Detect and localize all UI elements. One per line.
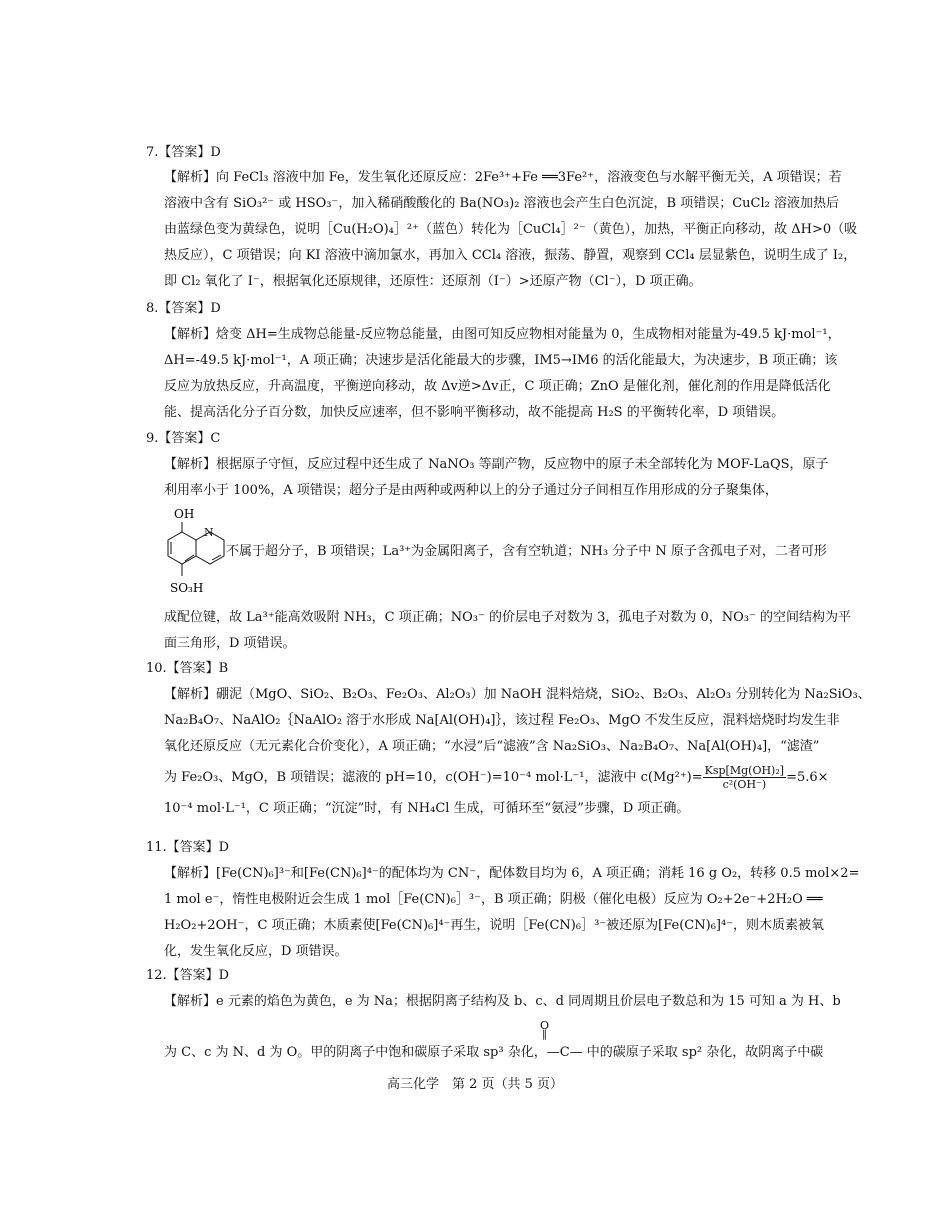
frac-numerator: Ksp[Mg(OH)₂] <box>704 764 785 777</box>
q7-line: 即 Cl₂ 氧化了 I⁻，根据氧化还原规律，还原性：还原剂（I⁻）>还原产物（Cl⁻），D 项正确。 <box>164 274 702 289</box>
quinoline-structure <box>160 506 230 596</box>
carbonyl-o: O <box>540 1019 550 1032</box>
q10-text: =5.6× <box>786 770 829 785</box>
q8-answer: 8.【答案】D <box>146 301 221 316</box>
q12-line: 【解析】e 元素的焰色为黄色，e 为 Na；根据阴离子结构及 b、c、d 同周期且价层电子数总和为 15 可知 a 为 H、b <box>164 994 841 1009</box>
q11-line: 【解析】[Fe(CN)₆]³⁻和[Fe(CN)₆]⁴⁻的配体均为 CN⁻，配体数目均为 6，A 项正确；消耗 16 g O₂，转移 0.5 mol×2= <box>164 866 860 881</box>
so3h-label: SO₃H <box>170 581 204 595</box>
ksp-fraction <box>703 764 786 791</box>
q10-line: Na₂B₄O₇、NaAlO₂｛NaAlO₂ 溶于水形成 Na[Al(OH)₄]｝，该过程 Fe₂O₃、MgO 不发生反应，混料焙烧时均发生非 <box>164 713 840 728</box>
q8-line: ΔH=-49.5 kJ·mol⁻¹，A 项正确；决速步是活化能最大的步骤，IM5→IM6 的活化能最大，为决速步，B 项正确；该 <box>164 353 838 368</box>
q11-answer: 11.【答案】D <box>146 840 230 855</box>
q7-line: 热反应），C 项错误；向 KI 溶液中滴加氯水，再加入 CCl₄ 溶液，振荡、静置，观察到 CCl₄ 层显紫色，说明生成了 I₂， <box>164 248 857 263</box>
q7-line: 溶液中含有 SiO₃²⁻ 或 HSO₃⁻，加入稀硝酸酸化的 Ba(NO₃)₂ 溶液也会产生白色沉淀，B 项错误；CuCl₂ 溶液加热后 <box>164 196 839 211</box>
q7-analysis <box>164 165 858 295</box>
q8-line: 能、提高活化分子百分数，加快反应速率，但不影响平衡移动，故不能提高 H₂S 的平衡转化率，D 项错误。 <box>164 405 785 420</box>
q9-line: 利用率小于 100%，A 项错误；超分子是由两种或两种以上的分子通过分子间相互作用形成的分子聚集体， <box>164 483 778 498</box>
q12-analysis-cont <box>164 1040 824 1066</box>
q10-line: 10⁻⁴ mol·L⁻¹，C 项正确；“沉淀”时，有 NH₄Cl 生成，可循环至“氨浸”步骤，D 项正确。 <box>164 801 690 816</box>
q8-line: 反应为放热反应，升高温度，平衡逆向移动，故 Δv逆>Δv正，C 项正确；ZnO 是催化剂，催化剂的作用是降低活化 <box>164 379 831 394</box>
quinoline-diagram <box>160 506 230 601</box>
q7-line: 由蓝绿色变为黄绿色，说明［Cu(H₂O)₄］²⁺（蓝色）转化为［CuCl₄］²⁻（黄色），加热，平衡正向移动，故 ΔH>0（吸 <box>164 222 858 237</box>
q10-line: 氧化还原反应（无元素化合价变化），A 项正确；“水浸”后“滤液”含 Na₂SiO₃、Na₂B₄O₇、Na[Al(OH)₄]，“滤渣” <box>164 739 820 754</box>
n-label: N <box>204 526 214 539</box>
q9-line: 成配位键，故 La³⁺能高效吸附 NH₃，C 项正确；NO₃⁻ 的价层电子对数为 3，孤电子对数为 0，NO₃⁻ 的空间结构为平 <box>164 610 852 625</box>
q9-line: 不属于超分子，B 项错误；La³⁺为金属阳离子，含有空轨道；NH₃ 分子中 N 原子含孤电子对，二者可形 <box>226 544 827 559</box>
q12-line: 为 C、c 为 N、d 为 O。甲的阴离子中饱和碳原子采取 sp³ 杂化，—C— 中的碳原子采取 sp² 杂化，故阴离子中碳 <box>164 1045 824 1060</box>
q7-line: 【解析】向 FeCl₃ 溶液中加 Fe，发生氧化还原反应：2Fe³⁺+Fe ══3Fe²⁺，溶液变色与水解平衡无关，A 项错误；若 <box>164 170 842 185</box>
oh-label: OH <box>174 507 195 521</box>
q10-analysis <box>164 682 871 822</box>
q9-struct-line <box>226 539 827 565</box>
q12-analysis <box>164 989 841 1015</box>
q9-line: 【解析】根据原子守恒，反应过程中还生成了 NaNO₃ 等副产物，反应物中的原子未全部转化为 MOF-LaQS，原子 <box>164 457 829 472</box>
carbonyl-double-bond: ‖ <box>542 1029 547 1040</box>
q7-answer: 7.【答案】D <box>146 145 221 160</box>
q12-answer: 12.【答案】D <box>146 968 230 983</box>
page-footer: 高三化学 第 2 页（共 5 页） <box>386 1077 564 1092</box>
q11-line: H₂O₂+2OH⁻，C 项正确；木质素使[Fe(CN)₆]⁴⁻再生，说明［Fe(CN)₆］³⁻被还原为[Fe(CN)₆]⁴⁻，则木质素被氧 <box>164 918 825 933</box>
q9-analysis-cont <box>164 605 852 657</box>
q10-line: 【解析】硼泥（MgO、SiO₂、B₂O₃、Fe₂O₃、Al₂O₃）加 NaOH 混料焙烧，SiO₂、B₂O₃、Al₂O₃ 分别转化为 Na₂SiO₃、 <box>164 687 871 702</box>
q11-analysis <box>164 861 860 965</box>
q8-line: 【解析】焓变 ΔH=生成物总能量-反应物总能量，由图可知反应物相对能量为 0，生成物相对能量为-49.5 kJ·mol⁻¹， <box>164 327 841 342</box>
q10-answer: 10.【答案】B <box>146 661 229 676</box>
frac-denominator: c²(OH⁻) <box>722 778 767 791</box>
q11-line: 化，发生氧化反应，D 项错误。 <box>164 944 348 959</box>
q11-line: 1 mol e⁻，惰性电极附近会生成 1 mol［Fe(CN)₆］³⁻，B 项正确；阴极（催化电极）反应为 O₂+2e⁻+2H₂O ══ <box>164 892 823 907</box>
q9-answer: 9.【答案】C <box>146 431 221 446</box>
q10-text: 为 Fe₂O₃、MgO，B 项错误；滤液的 pH=10，c(OH⁻)=10⁻⁴ mol·L⁻¹，滤液中 c(Mg²⁺)= <box>164 770 703 785</box>
q10-line-frac <box>164 760 829 796</box>
q8-analysis <box>164 322 841 426</box>
q9-analysis <box>164 452 829 504</box>
q9-line: 面三角形，D 项错误。 <box>164 636 296 651</box>
